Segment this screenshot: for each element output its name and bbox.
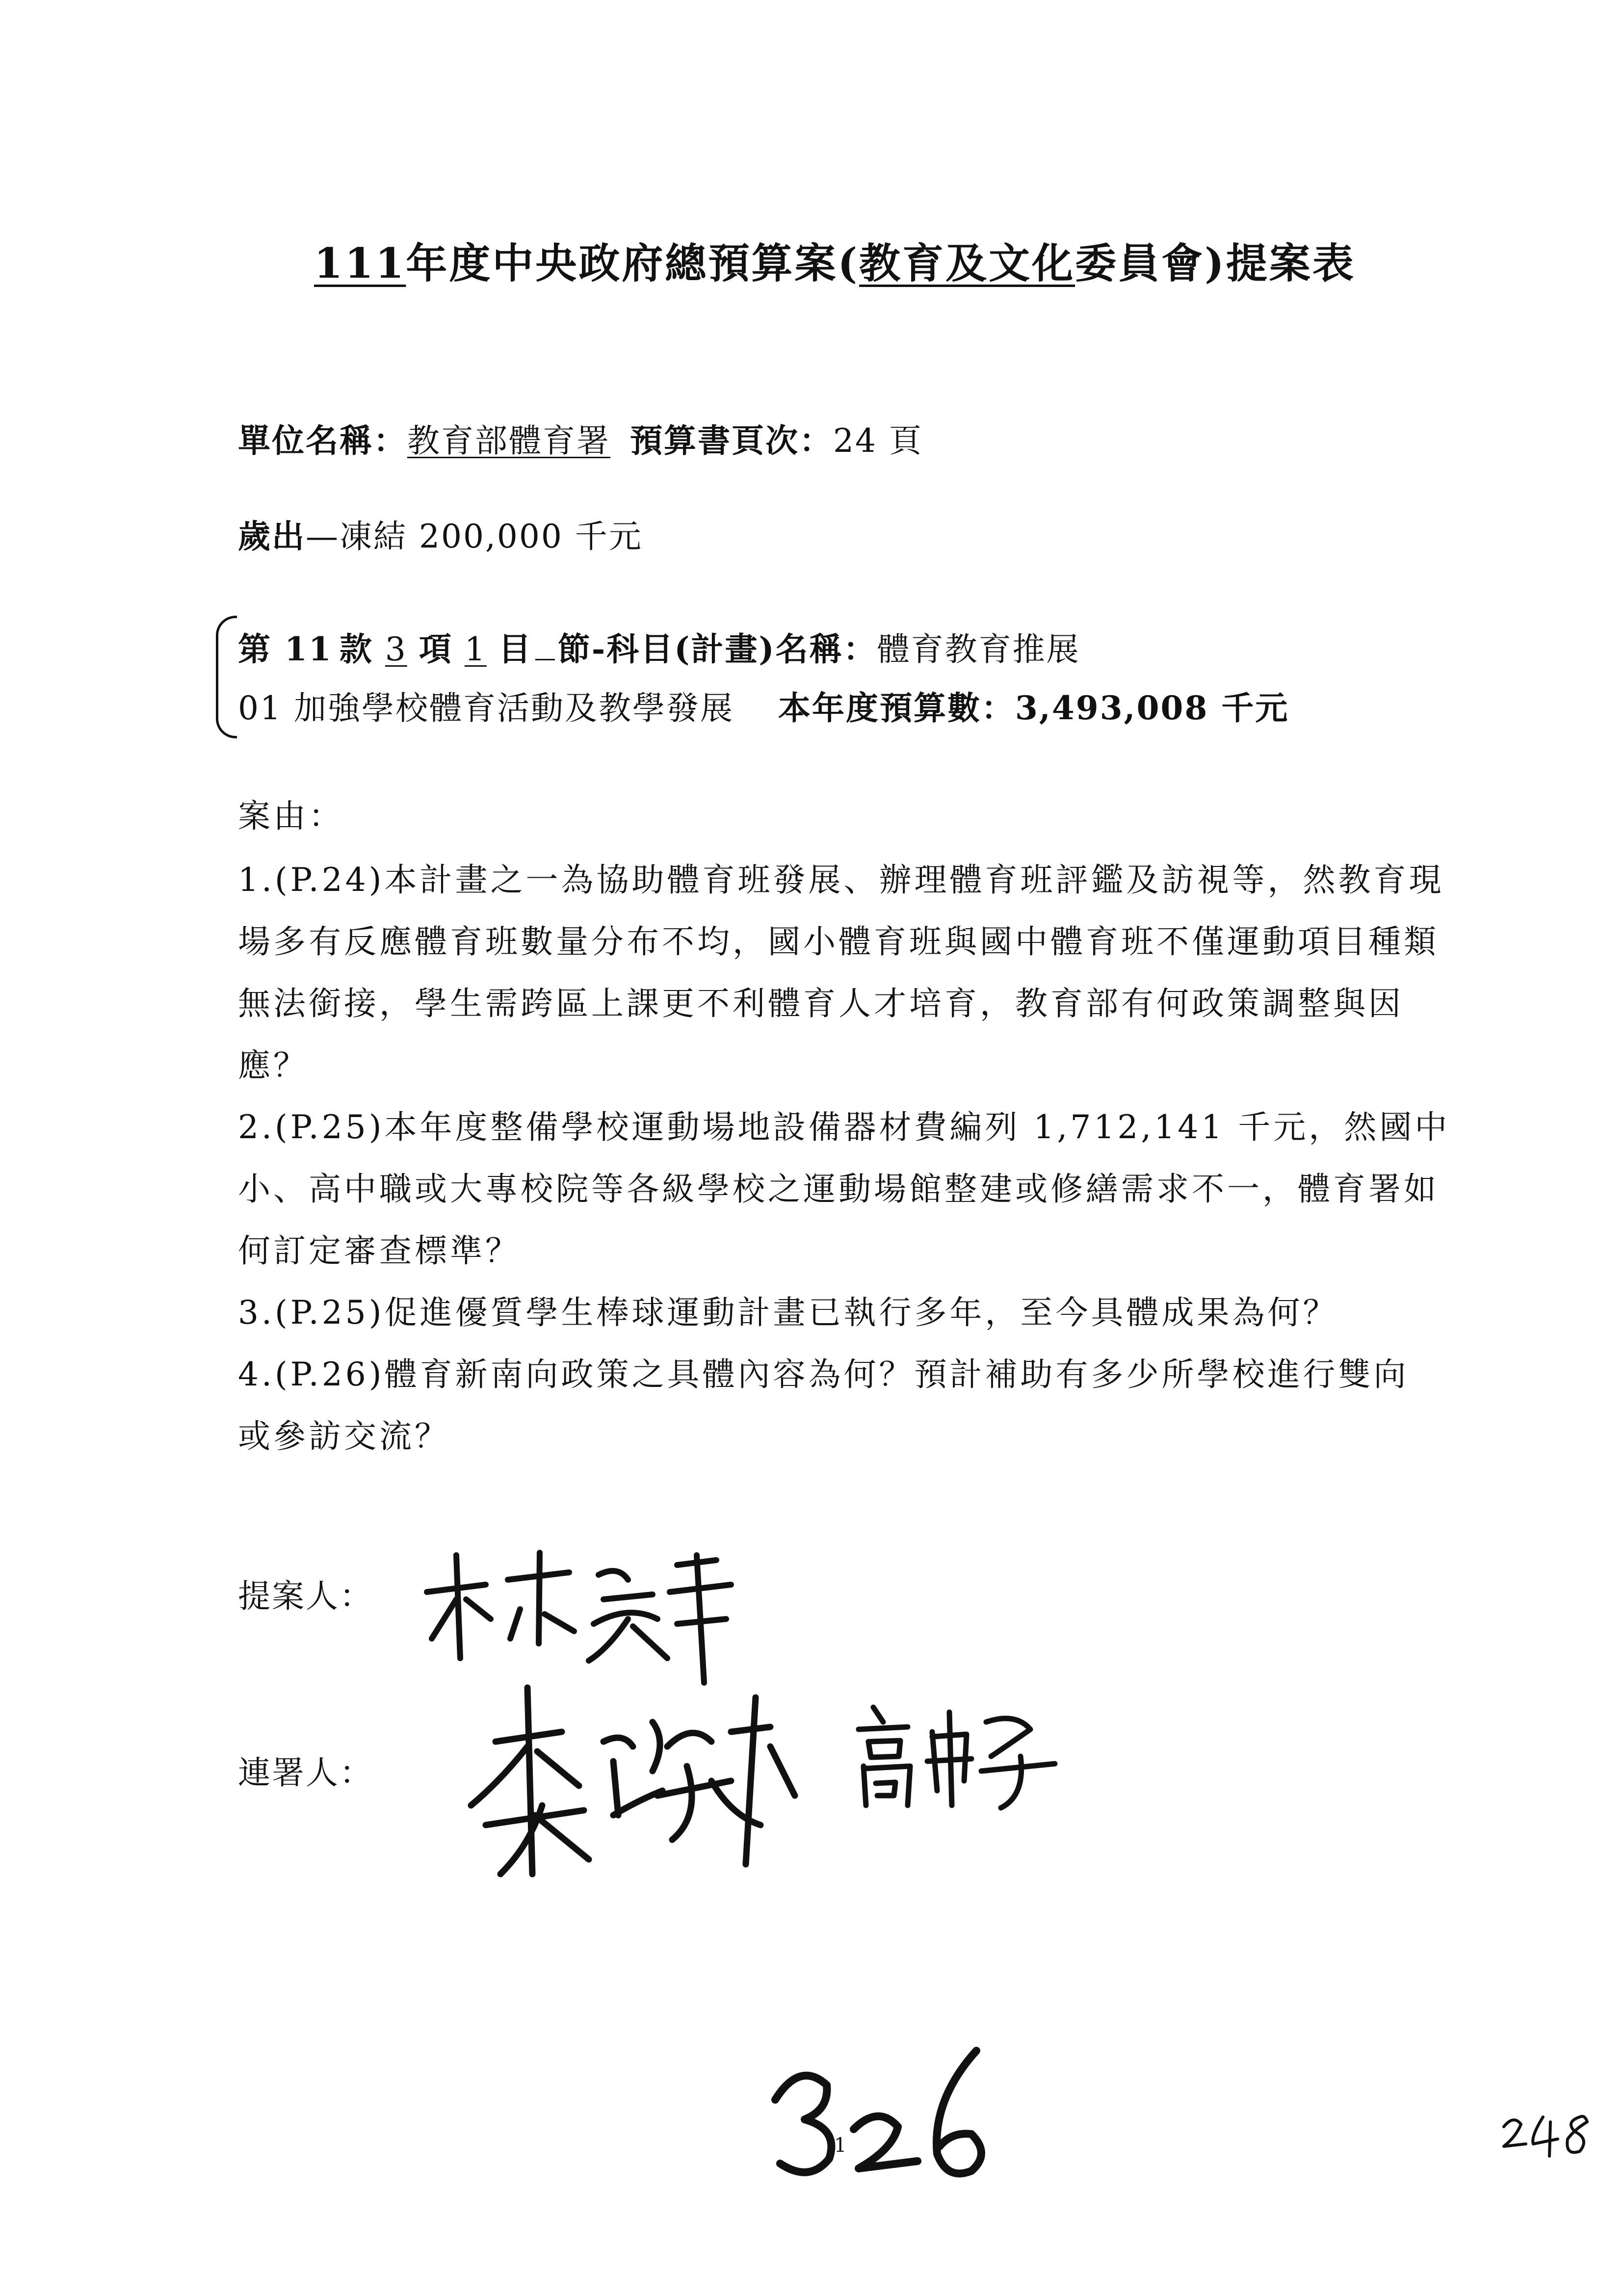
page-label: 預算書頁次： — [630, 421, 833, 460]
unit-label: 單位名稱： — [238, 421, 407, 460]
item-mu-num: 1 — [464, 630, 487, 668]
item-bracket — [216, 616, 237, 738]
page-number: 1 — [834, 2134, 847, 2157]
item-prefix: 第 11 — [238, 630, 333, 668]
reason-line: 1.(P.24)本計畫之一為協助體育班發展、辦理體育班評鑑及訪視等，然教育現 — [238, 861, 1444, 899]
reason-line: 場多有反應體育班數量分布不均，國小體育班與國中體育班不僅運動項目種類 — [238, 923, 1439, 961]
unit-name: 教育部體育署 — [407, 422, 610, 460]
reason-line: 2.(P.25)本年度整備學校運動場地設備器材費編列 1,712,141 千元，然國中 — [238, 1108, 1450, 1146]
budget-label: 本年度預算數： — [778, 689, 1015, 727]
cosigner-signature-1 — [456, 1668, 810, 1904]
budget-item-line1 — [238, 623, 1080, 670]
budget-value: 3,493,008 千元 — [1015, 689, 1289, 727]
page-value: 24 頁 — [833, 422, 923, 460]
budget-item-line2 — [238, 682, 1289, 729]
handwritten-number — [770, 2041, 1006, 2183]
reason-line: 應？ — [238, 1046, 309, 1084]
reason-line: 小、高中職或大專校院等各級學校之運動場館整建或修繕需求不一，體育署如 — [238, 1170, 1439, 1208]
cosigner-signature-2 — [854, 1702, 1065, 1815]
expenditure-label: 歲出 — [238, 517, 306, 555]
reason-line: 無法銜接，學生需跨區上課更不利體育人才培育，教育部有何政策調整與因 — [238, 985, 1404, 1022]
proposer-signature — [422, 1545, 736, 1688]
expenditure-line — [238, 510, 643, 557]
title-committee: 教育及文化 — [859, 239, 1075, 287]
cosigner-label: 連署人： — [238, 1754, 373, 1792]
item-mu: 目 — [498, 630, 532, 668]
item-rest: -科目(計畫)名稱： — [591, 630, 877, 668]
reason-line: 4.(P.26)體育新南向政策之具體內容為何？預計補助有多少所學校進行雙向 — [238, 1356, 1409, 1393]
program-name: 體育教育推展 — [877, 630, 1080, 668]
title-end: 委員會)提案表 — [1075, 239, 1356, 287]
reason-line: 或參訪交流？ — [238, 1417, 450, 1455]
item-xiang: 項 — [419, 630, 453, 668]
reason-line: 何訂定審查標準？ — [238, 1232, 521, 1270]
item-jie: 節 — [557, 630, 592, 668]
program-subitem: 01 加強學校體育活動及教學發展 — [238, 689, 734, 727]
document-title — [314, 231, 1356, 290]
title-year: 111 — [314, 239, 406, 287]
reason-line: 3.(P.25)促進優質學生棒球運動計畫已執行多年，至今具體成果為何？ — [238, 1294, 1338, 1331]
proposer-label: 提案人： — [238, 1577, 373, 1615]
unit-line — [238, 415, 923, 461]
expenditure-text: —凍結 200,000 千元 — [306, 518, 643, 555]
reason-label: 案由： — [238, 797, 344, 835]
item-xiang-num: 3 — [385, 630, 407, 668]
corner-number — [1501, 2110, 1599, 2159]
item-kuan: 款 — [339, 630, 373, 668]
title-mid: 年度中央政府總預算案( — [406, 239, 860, 287]
